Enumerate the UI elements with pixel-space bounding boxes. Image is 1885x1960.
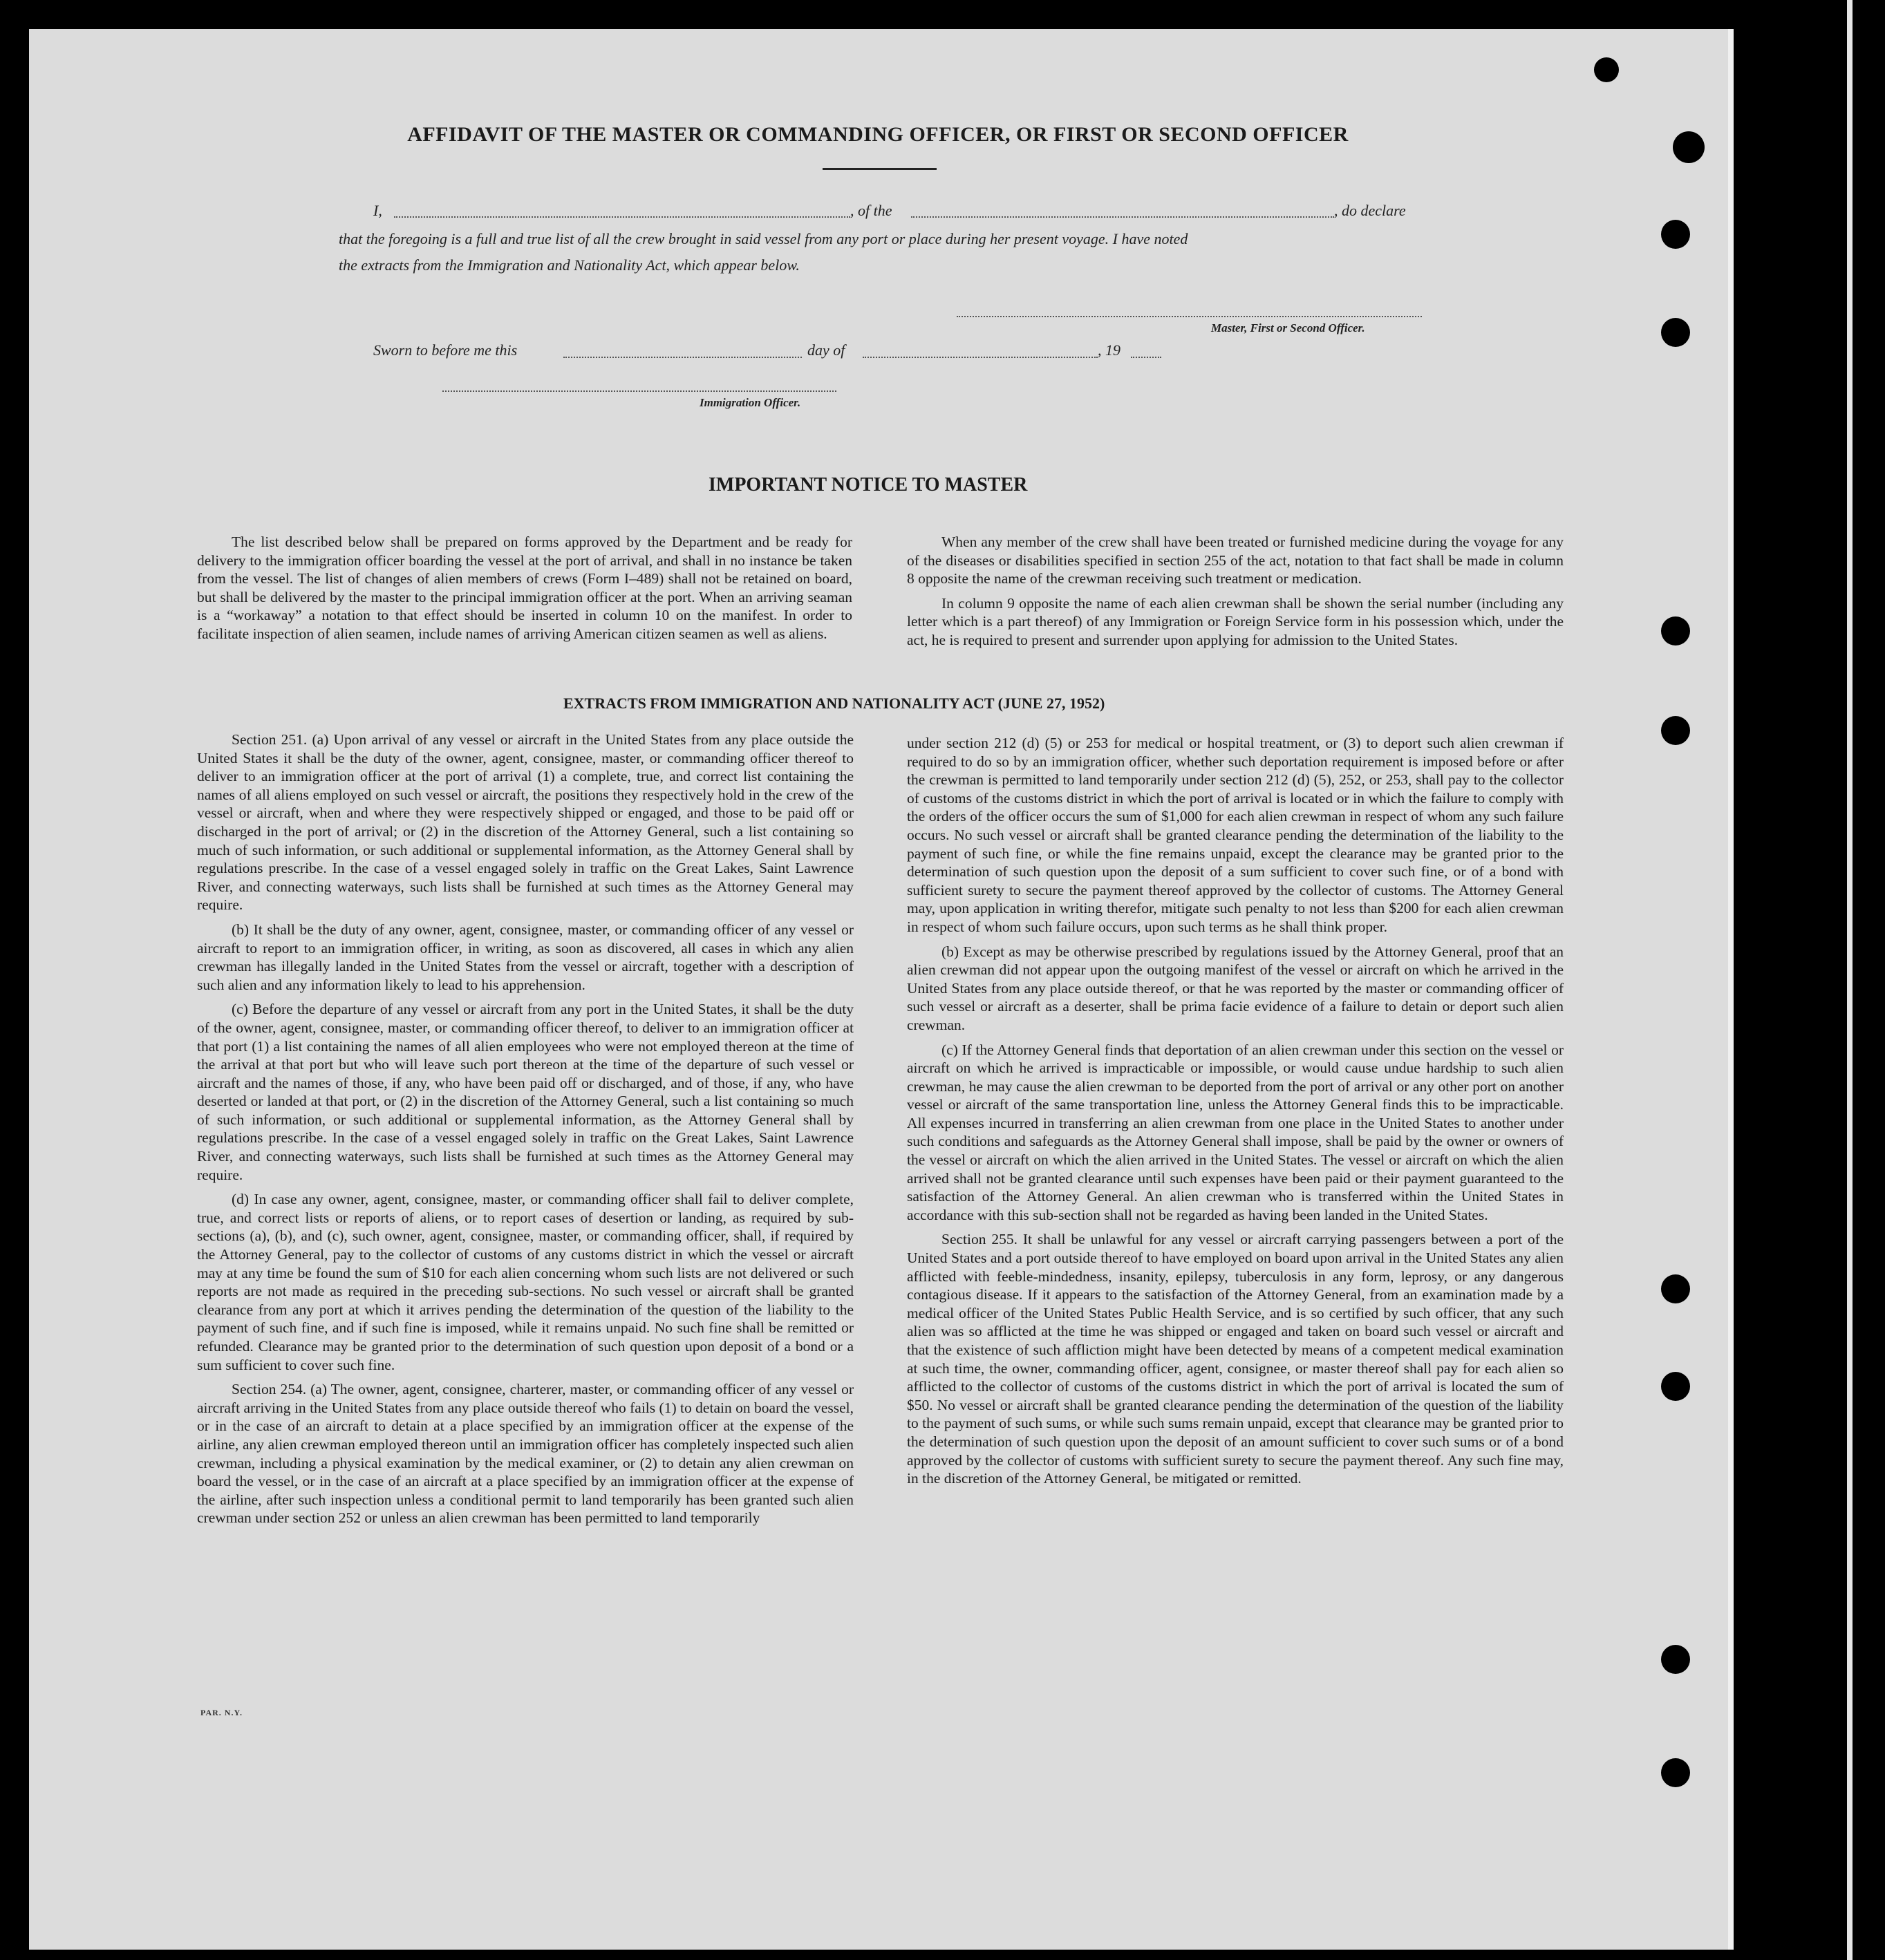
- sworn-label: Sworn to before me this: [373, 341, 518, 359]
- act-paragraph: Section 251. (a) Upon arrival of any vessel or aircraft in the United States from any place outside the United States it shall be the duty of the owner, agent, consignee, master, or commanding officer thereof to deliver to an immigration officer at the port of arrival (1) a complete, true, and correct list containing the names of all aliens employed on such vessel or aircraft, the positions they respectively hold in the crew of the vessel or aircraft, when and where they were respectively shipped or engaged, and those to be paid off or discharged in the port of arrival; or (2) in the discretion of the Attorney General, such a list containing so much of such information, or such additional or supplemental information, as the Attorney General shall by regulations prescribe. In the case of a vessel engaged solely in traffic on the Great Lakes, Saint Lawrence River, and connecting waterways, such lists shall be furnished at such times as the Attorney General may require.: [197, 731, 854, 914]
- punch-hole-icon: [1661, 1372, 1690, 1401]
- punch-hole-icon: [1594, 57, 1619, 82]
- act-paragraph: Section 254. (a) The owner, agent, consignee, charterer, master, or commanding officer of any vessel or aircraft arriving in the United States from any place outside thereof who fails (1) to detain on board the vessel, or in the case of an aircraft to detain at a place specified by an immigration officer at the expense of the airline, any alien crewman employed thereon until an immigration officer has completely inspected such alien crewman, including a physical examination by the medical examiner, or (2) to detain any alien crewman on board the vessel, or in the case of an aircraft at a place specified by an immigration officer at the expense of the airline, after such inspection unless a conditional permit to land temporarily has been granted such alien crewman under section 252 or unless an alien crewman has been permitted to land temporarily: [197, 1381, 854, 1527]
- printer-mark: PAR. N.Y.: [200, 1708, 243, 1717]
- act-paragraph: (c) Before the departure of any vessel or aircraft from any port in the United States, it shall be the duty of the owner, agent, consignee, master, or commanding officer thereof, to deliver to an immigration officer at that port (1) a list containing the names of all alien employees who were not employed thereon at the time of the arrival at that port but who will leave such port thereon at the time of the departure of such vessel or aircraft and the names of those, if any, who have been paid off or discharged, and of those, if any, who have deserted or landed at that port, or (2) in the discretion of the Attorney General, such a list containing so much of such information, or such additional or supplemental information, as the Attorney General shall by regulations prescribe. In the case of a vessel engaged solely in traffic on the Great Lakes, Saint Lawrence River, and connecting waterways, such lists shall be furnished at such times as the Attorney General may require.: [197, 1001, 854, 1183]
- punch-hole-icon: [1661, 220, 1690, 249]
- act-paragraph: (b) It shall be the duty of any owner, agent, consignee, master, or commanding officer of any vessel or aircraft to report to an immigration officer, in writing, as soon as discovered, all cases in which any alien crewman has illegally landed in the United States from the vessel or aircraft, together with a description of such alien and any information likely to lead to his apprehension.: [197, 921, 854, 993]
- punch-hole-icon: [1661, 1645, 1690, 1674]
- punch-hole-icon: [1661, 616, 1690, 646]
- affidavit-statement-line: the extracts from the Immigration and Nationality Act, which appear below.: [339, 256, 800, 274]
- act-paragraph: (d) In case any owner, agent, consignee, master, or commanding officer shall fail to deliver complete, true, and correct lists or reports of aliens, or to report cases of desertion or landing, as required by sub-sections (a), (b), and (c), such owner, agent, consignee, master, or commanding officer, shall, if required by the Attorney General, pay to the collector of customs of any customs district in which the vessel or aircraft may at any time be found the sum of $10 for each alien concerning whom such lists are not delivered or such reports are not made as required in the preceding sub-sections. No such vessel or aircraft shall be granted clearance from any port at which it arrives pending the determination of the question of the liability to the payment of such fine, and if such fine is imposed, while it remains unpaid. No such fine shall be remitted or refunded. Clearance may be granted prior to the determination of such question upon deposit of a bond or a sum sufficient to cover such fine.: [197, 1191, 854, 1373]
- affidavit-declare-label: , do declare: [1334, 202, 1406, 219]
- notice-paragraph: When any member of the crew shall have been treated or furnished medicine during the voyage for any of the diseases or disabilities specified in section 255 of the act, notation to that fact shall be made in column 8 opposite the name of the crewman receiving such treatment or medication.: [907, 534, 1564, 587]
- sworn-month-field[interactable]: [863, 357, 1098, 358]
- affidavit-i-label: I,: [373, 202, 382, 219]
- day-of-label: day of: [807, 341, 845, 359]
- punch-hole-icon: [1673, 131, 1705, 163]
- act-paragraph: Section 255. It shall be unlawful for any vessel or aircraft carrying passengers between a port of the United States and a port outside thereof to have employed on board upon arrival in the United States any alien afflicted with feeble-mindedness, insanity, epilepsy, tuberculosis in any form, leprosy, or any dangerous contagious disease. If it appears to the satisfaction of the Attorney General, from an examination made by a medical officer of the United States Public Health Service, and is so certified by such officer, that any such alien was so afflicted at the time he was shipped or engaged and taken on board such vessel or aircraft and that the existence of such affliction might have been detected by means of a competent medical examination at such time, the owner, commanding officer, agent, consignee, or master thereof shall pay for each alien so afflicted to the collector of customs of the customs district in which the port of arrival is located the sum of $50. No vessel or aircraft shall be granted clearance pending the determination of the question of the liability to the payment of such sums, or while such sums remain unpaid, except that clearance may be granted prior to the determination of such question upon the deposit of an amount sufficient to cover such sums or of a bond approved by the collector of customs with sufficient surety to secure the payment thereof. Any such fine may, in the discretion of the Attorney General, be mitigated or remitted.: [907, 1231, 1564, 1487]
- notice-paragraph: The list described below shall be prepared on forms approved by the Department and be ready for delivery to the immigration officer boarding the vessel at the port of arrival, and shall in no instance be taken from the vessel. The list of changes of alien members of crews (Form I–489) shall not be retained on board, but shall be delivered by the master to the principal immigration officer at the port. When an arriving seaman is a “workaway” a notation to that effect should be inserted in column 10 on the manifest. In order to facilitate inspection of alien seamen, include names of arriving American citizen seamen as well as aliens.: [197, 534, 852, 642]
- page-edge: [1728, 29, 1734, 1950]
- extracts-right-column: [907, 734, 1564, 1494]
- punch-hole-icon: [1661, 716, 1690, 745]
- extracts-left-column: [197, 731, 854, 1534]
- sworn-day-field[interactable]: [563, 357, 802, 358]
- act-paragraph: (c) If the Attorney General finds that deportation of an alien crewman under this section on the vessel or aircraft on which he arrived is impracticable or impossible, or would cause undue hardship to such alien crewman, he may cause the alien crewman to be deported from the port of arrival or any other port on another vessel or aircraft of the same transportation line, unless the Attorney General finds this to be impracticable. All expenses incurred in transferring an alien crewman from one place in the United States to another under such conditions and safeguards as the Attorney General shall impose, shall be paid by the owner or owners of the vessel or aircraft on which the alien arrived in the United States. The vessel or aircraft on which the alien arrived shall not be granted clearance until such expenses have been paid or their payment guaranteed to the satisfaction of the Attorney General. An alien crewman who is transferred within the United States in accordance with this sub-section shall not be regarded as having been landed in the United States.: [907, 1041, 1564, 1223]
- notice-left-column: [197, 533, 852, 650]
- master-signature-field[interactable]: [957, 316, 1422, 317]
- officer-signature-field[interactable]: [442, 390, 836, 392]
- notice-right-column: [907, 533, 1564, 656]
- officer-signature-caption: Immigration Officer.: [700, 396, 801, 409]
- sworn-year-field[interactable]: [1131, 357, 1161, 358]
- name-blank-field[interactable]: [394, 216, 850, 218]
- notice-heading: IMPORTANT NOTICE TO MASTER: [709, 474, 1028, 496]
- affidavit-title: AFFIDAVIT OF THE MASTER OR COMMANDING OFFICER, OR FIRST OR SECOND OFFICER: [407, 123, 1349, 146]
- act-paragraph: (b) Except as may be otherwise prescribed by regulations issued by the Attorney General, proof that an alien crewman did not appear upon the outgoing manifest of the vessel or aircraft on which he arrived in the United States from any place outside thereof, or that he was reported by the master or commanding officer of such vessel or aircraft as a deserter, shall be prima facie evidence of a failure to detain or deport such alien crewman.: [907, 943, 1564, 1033]
- binder-edge: [1847, 0, 1853, 1960]
- affidavit-statement-line: that the foregoing is a full and true list of all the crew brought in said vessel from any port or place during her present voyage. I have noted: [339, 230, 1188, 247]
- year-label: , 19: [1098, 341, 1120, 359]
- vessel-blank-field[interactable]: [911, 216, 1334, 218]
- affidavit-of-the-label: , of the: [850, 202, 892, 219]
- title-divider: [823, 168, 937, 170]
- punch-hole-icon: [1661, 1758, 1690, 1787]
- punch-hole-icon: [1661, 318, 1690, 347]
- master-signature-caption: Master, First or Second Officer.: [1211, 321, 1365, 334]
- act-paragraph: under section 212 (d) (5) or 253 for medical or hospital treatment, or (3) to deport such alien crewman if required to do so by an immigration officer, whether such deportation requirement is imposed before or after the crewman is permitted to land temporarily under section 212 (d) (5), 252, or 253, shall pay to the collector of customs of the customs district in which the port of arrival is located or in which the failure to comply with the orders of the officer occurs the sum of $1,000 for each alien crewman in respect of whom any such failure occurs. No such vessel or aircraft shall be granted clearance pending the determination of the liability to the payment of such fine, or while the fine remains unpaid, except the clearance may be granted prior to the determination of such question upon the deposit of a sum sufficient to cover such fine, or of a bond with sufficient surety to secure the payment thereof approved by the collector of customs. The Attorney General may, upon application in writing therefor, mitigate such penalty to not less than $200 for each alien crewman in respect of whom such failure occurs, upon such terms as he shall think proper.: [907, 735, 1564, 935]
- extracts-heading: EXTRACTS FROM IMMIGRATION AND NATIONALITY ACT (JUNE 27, 1952): [563, 695, 1105, 712]
- notice-paragraph: In column 9 opposite the name of each alien crewman shall be shown the serial number (including any letter which is a part thereof) of any Immigration or Foreign Service form in his possession which, under the act, he is required to present and surrender upon applying for admission to the United States.: [907, 594, 1564, 648]
- punch-hole-icon: [1661, 1274, 1690, 1303]
